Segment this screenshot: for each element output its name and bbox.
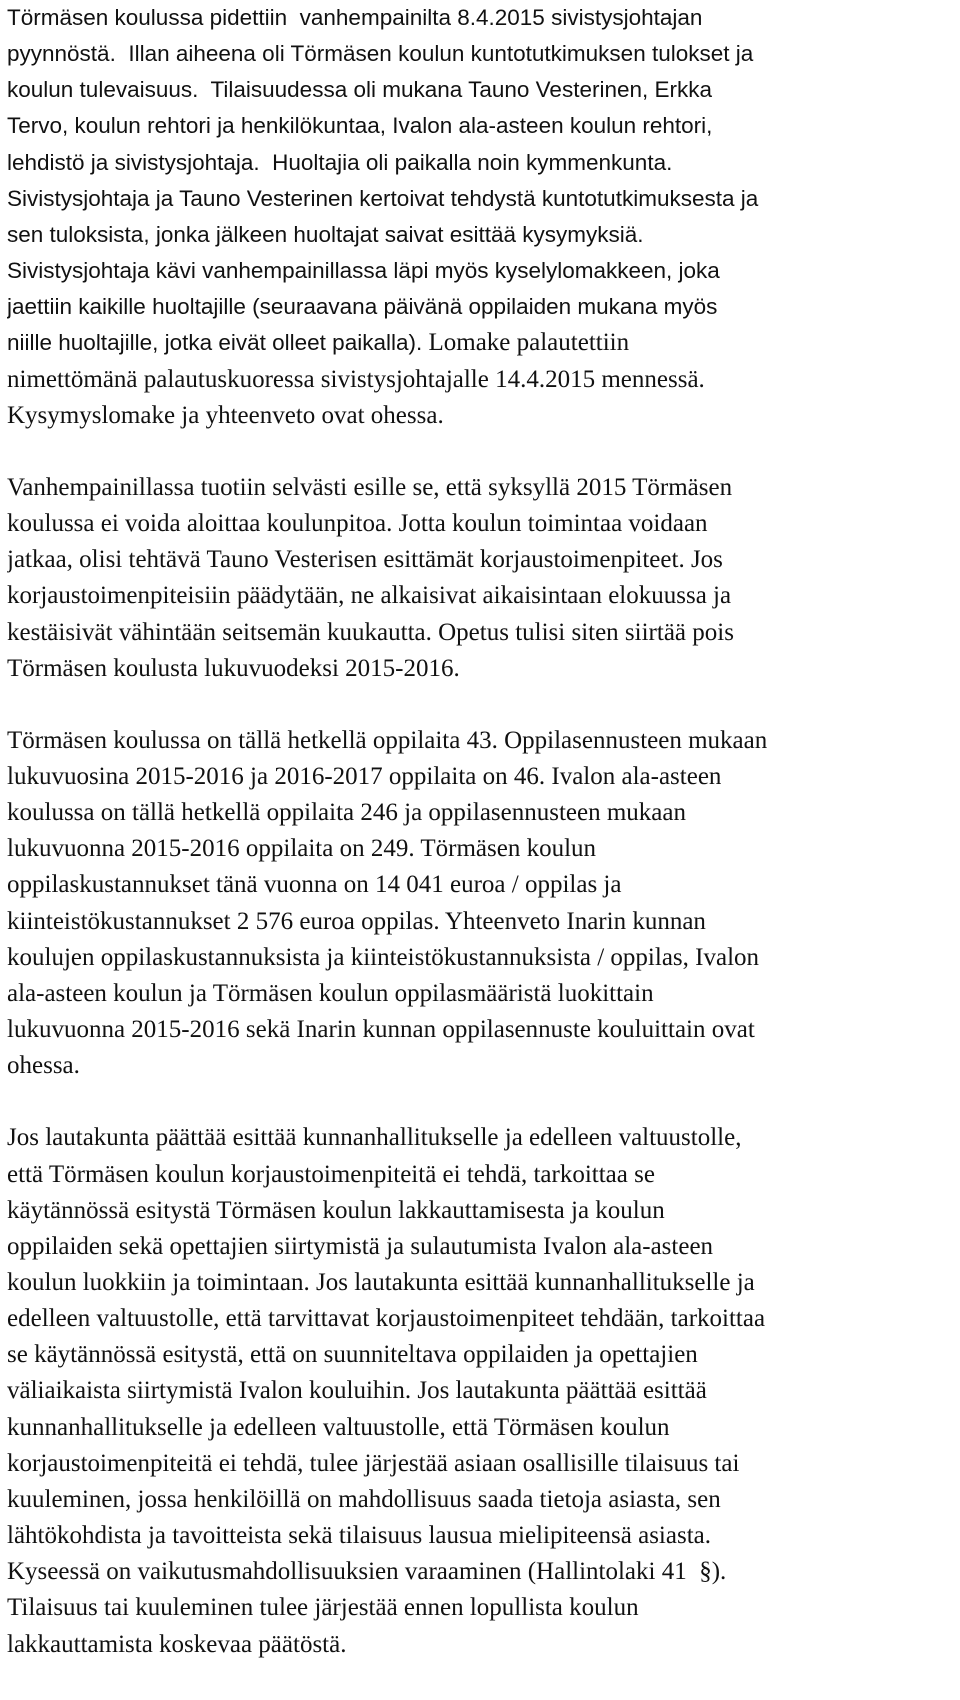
text-line xyxy=(7,1157,952,1193)
text-line xyxy=(7,1482,952,1518)
text-segment: että Törmäsen koulun korjaustoimenpiteitä ei tehdä, tarkoittaa se xyxy=(7,1160,655,1188)
text-segment: kuuleminen, jossa henkilöillä on mahdollisuus saada tietoja asiasta, sen xyxy=(7,1485,721,1513)
text-segment: jatkaa, olisi tehtävä Tauno Vesterisen esittämät korjaustoimenpiteet. Jos xyxy=(7,546,723,574)
text-segment: pyynnöstä. Illan aiheena oli Törmäsen koulun kuntotutkimuksen tulokset ja xyxy=(7,41,754,67)
text-segment: Sivistysjohtaja kävi vanhempainillassa läpi myös kyselylomakkeen, joka xyxy=(7,258,720,284)
text-line xyxy=(7,1373,952,1409)
paragraph-2 xyxy=(7,470,952,687)
text-line xyxy=(7,1265,952,1301)
text-segment: niille huoltajille, jotka eivät olleet paikalla). xyxy=(7,330,423,356)
text-line xyxy=(7,867,952,903)
text-line xyxy=(7,289,952,325)
text-segment: korjaustoimenpiteisiin päädytään, ne alkaisivat aikaisintaan elokuussa ja xyxy=(7,582,732,610)
text-line xyxy=(7,470,952,506)
paragraph-gap xyxy=(7,1084,952,1120)
text-line xyxy=(7,108,952,144)
text-line xyxy=(7,506,952,542)
text-segment: Törmäsen koulussa on tällä hetkellä oppilaita 43. Oppilasennusteen mukaan xyxy=(7,726,768,754)
text-line xyxy=(7,831,952,867)
text-line xyxy=(7,759,952,795)
text-segment: lakkauttamista koskevaa päätöstä. xyxy=(7,1630,347,1658)
text-segment: sen tuloksista, jonka jälkeen huoltajat saivat esittää kysymyksiä. xyxy=(7,221,644,247)
text-segment: korjaustoimenpiteitä ei tehdä, tulee järjestää asiaan osallisille tilaisuus tai xyxy=(7,1449,740,1477)
text-segment: Lomake palautettiin xyxy=(422,329,630,357)
text-segment: väliaikaista siirtymistä Ivalon kouluihin. Jos lautakunta päättää esittää xyxy=(7,1377,707,1405)
text-line xyxy=(7,1554,952,1590)
text-line xyxy=(7,651,952,687)
text-line xyxy=(7,723,952,759)
text-segment: koulun luokkiin ja toimintaan. Jos lautakunta esittää kunnanhallitukselle ja xyxy=(7,1269,755,1296)
text-segment: jaettiin kaikille huoltajille (seuraavana päivänä oppilaiden mukana myös xyxy=(7,294,718,320)
text-segment: ohessa. xyxy=(7,1052,80,1080)
text-line xyxy=(7,615,952,651)
text-segment: se käytännössä esitystä, että on suunniteltava oppilaiden ja opettajien xyxy=(7,1341,698,1369)
text-segment: Sivistysjohtaja ja Tauno Vesterinen kertoivat tehdystä kuntotutkimuksesta ja xyxy=(7,185,759,211)
text-line xyxy=(7,398,952,434)
text-line xyxy=(7,1337,952,1373)
text-line xyxy=(7,36,952,72)
text-line xyxy=(7,940,952,976)
text-segment: lukuvuonna 2015-2016 sekä Inarin kunnan oppilasennuste kouluittain ovat xyxy=(7,1016,755,1044)
text-segment: käytännössä esitystä Törmäsen koulun lakkauttamisesta ja koulun xyxy=(7,1196,665,1224)
text-line xyxy=(7,1193,952,1229)
text-segment: oppilaskustannukset tänä vuonna on 14 041 euroa / oppilas ja xyxy=(7,871,622,899)
text-segment: Tervo, koulun rehtori ja henkilökuntaa, Ivalon ala-asteen koulun rehtori, xyxy=(7,113,713,139)
text-segment: koulussa ei voida aloittaa koulunpitoa. Jotta koulun toimintaa voidaan xyxy=(7,510,708,538)
text-segment: Törmäsen koulussa pidettiin vanhempainilta 8.4.2015 sivistysjohtajan xyxy=(7,5,703,30)
text-segment: lehdistö ja sivistysjohtaja. Huoltajia oli paikalla noin kymmenkunta. xyxy=(7,149,673,175)
text-segment: kiinteistökustannukset 2 576 euroa oppilas. Yhteenveto Inarin kunnan xyxy=(7,907,706,935)
text-segment: oppilaiden sekä opettajien siirtymistä ja sulautumista Ivalon ala-asteen xyxy=(7,1232,714,1260)
text-line xyxy=(7,325,952,361)
document-page xyxy=(7,0,952,1663)
text-line xyxy=(7,217,952,253)
text-segment: Vanhempainillassa tuotiin selvästi esille se, että syksyllä 2015 Törmäsen xyxy=(7,473,733,501)
text-line xyxy=(7,72,952,108)
text-segment: edelleen valtuustolle, että tarvittavat korjaustoimenpiteet tehdään, tarkoittaa xyxy=(7,1305,766,1333)
text-line xyxy=(7,976,952,1012)
text-segment: kunnanhallitukselle ja edelleen valtuustolle, että Törmäsen koulun xyxy=(7,1413,670,1441)
text-segment: lukuvuosina 2015-2016 ja 2016-2017 oppilaita on 46. Ivalon ala-asteen xyxy=(7,762,722,790)
text-line xyxy=(7,1627,952,1663)
text-segment: Jos lautakunta päättää esittää kunnanhallitukselle ja edelleen valtuustolle, xyxy=(7,1124,742,1152)
text-segment: Kyseessä on vaikutusmahdollisuuksien varaaminen (Hallintolaki 41 §). xyxy=(7,1558,727,1586)
text-line xyxy=(7,1590,952,1626)
paragraph-4 xyxy=(7,1120,952,1662)
text-segment: Tilaisuus tai kuuleminen tulee järjestää ennen lopullista koulun xyxy=(7,1594,639,1622)
text-segment: Kysymyslomake ja yhteenveto ovat ohessa. xyxy=(7,401,444,429)
text-segment: koulujen oppilaskustannuksista ja kiinteistökustannuksista / oppilas, Ivalon xyxy=(7,943,760,971)
text-line xyxy=(7,904,952,940)
text-line xyxy=(7,795,952,831)
text-segment: nimettömänä palautuskuoressa sivistysjohtajalle 14.4.2015 mennessä. xyxy=(7,365,705,393)
text-line xyxy=(7,1120,952,1156)
text-line xyxy=(7,1301,952,1337)
text-line xyxy=(7,1229,952,1265)
paragraph-3 xyxy=(7,723,952,1085)
text-line xyxy=(7,1048,952,1084)
text-segment: koulussa on tällä hetkellä oppilaita 246 ja oppilasennusteen mukaan xyxy=(7,799,686,827)
text-line xyxy=(7,578,952,614)
text-segment: kestäisivät vähintään seitsemän kuukautta. Opetus tulisi siten siirtää pois xyxy=(7,618,734,646)
paragraph-gap xyxy=(7,687,952,723)
paragraph-1 xyxy=(7,0,952,434)
paragraph-gap xyxy=(7,434,952,470)
text-line xyxy=(7,1446,952,1482)
text-line xyxy=(7,362,952,398)
text-line xyxy=(7,253,952,289)
text-segment: lukuvuonna 2015-2016 oppilaita on 249. Törmäsen koulun xyxy=(7,835,597,863)
text-line xyxy=(7,542,952,578)
text-line xyxy=(7,181,952,217)
text-line xyxy=(7,0,952,36)
text-segment: lähtökohdista ja tavoitteista sekä tilaisuus lausua mielipiteensä asiasta. xyxy=(7,1522,711,1550)
text-line xyxy=(7,1518,952,1554)
text-line xyxy=(7,145,952,181)
text-segment: ala-asteen koulun ja Törmäsen koulun oppilasmääristä luokittain xyxy=(7,979,654,1007)
text-line xyxy=(7,1012,952,1048)
text-line xyxy=(7,1410,952,1446)
text-segment: koulun tulevaisuus. Tilaisuudessa oli mukana Tauno Vesterinen, Erkka xyxy=(7,77,713,103)
text-segment: Törmäsen koulusta lukuvuodeksi 2015-2016. xyxy=(7,654,460,682)
